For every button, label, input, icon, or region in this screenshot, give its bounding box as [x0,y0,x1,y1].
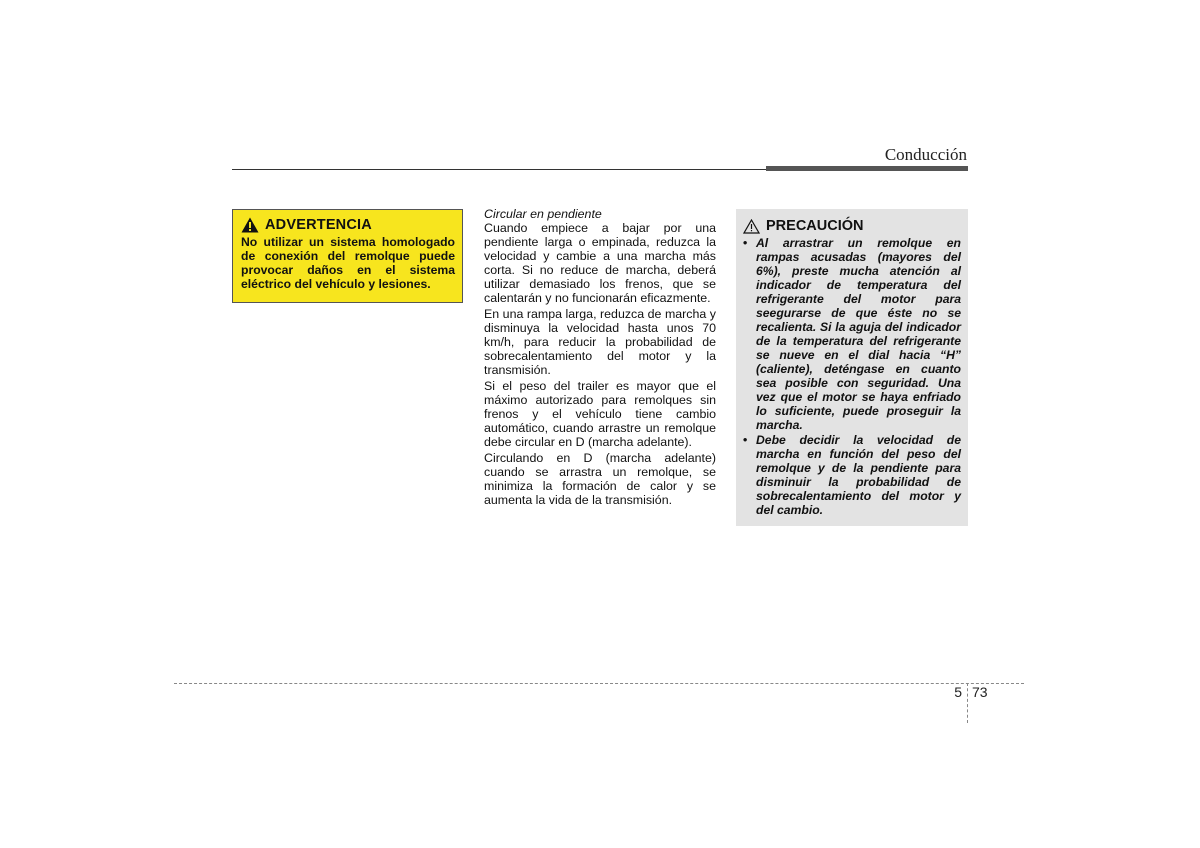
bullet: • [743,236,748,250]
paragraph: Cuando empiece a bajar por una pendiente larga o empinada, reduzca la velocidad y cambie a una marcha más corta. Si no reduce de marcha, deberá utilizar demasiado los frenos, que se calentarán y no funcionarán eficazmente. [484,221,716,305]
warning-title: ADVERTENCIA [265,217,372,233]
caution-item-text: Debe decidir la velocidad de marcha en función del peso del remolque y de la pendiente para disminuir la probabilidad de sobrecalentamiento del motor y del cambio. [756,433,961,517]
paragraph: Si el peso del trailer es mayor que el máximo autorizado para remolques sin frenos y el vehículo tiene cambio automático, cuando arrastre un remolque debe circular en D (marcha adelante). [484,379,716,449]
section-subheading: Circular en pendiente [484,207,602,221]
bullet: • [743,433,748,447]
list-item [743,236,961,432]
warning-box [232,209,463,303]
caution-list [743,236,961,517]
caution-triangle-icon [743,219,760,234]
warning-triangle-icon [241,217,259,233]
page-number: 73 [972,684,988,700]
list-item [743,433,961,517]
chapter-number: 5 [954,684,962,700]
footer-divider [967,683,968,723]
paragraph: Circulando en D (marcha adelante) cuando se arrastra un remolque, se minimiza la formación de calor y se aumenta la vida de la transmisión. [484,451,716,507]
caution-title: PRECAUCIÓN [766,218,864,234]
section-title: Conducción [884,145,967,164]
main-column [484,207,716,509]
caution-item-text: Al arrastrar un remolque en rampas acusadas (mayores del 6%), preste mucha atención al indicador de temperatura del refrigerante del motor para seegurarse de que éste no se recalienta. Si la aguja del indicador de la temperatura del refrigerante se nueve en el dial hacia “H” (caliente), deténgase en cuanto sea posible con seguridad. Una vez que el motor se haya enfriado lo suficiente, puede proseguir la marcha. [756,236,961,432]
warning-text: No utilizar un sistema homologado de conexión del remolque puede provocar daños en el sistema eléctrico del vehículo y lesiones. [241,235,455,291]
caution-header [743,218,961,234]
header-accent-bar [766,166,968,171]
warning-header [241,217,455,233]
caution-box [736,209,968,526]
footer-rule [174,683,1024,684]
paragraph: En una rampa larga, reduzca de marcha y disminuya la velocidad hasta unos 70 km/h, para reducir la probabilidad de sobrecalentamiento del motor y la transmisión. [484,307,716,377]
